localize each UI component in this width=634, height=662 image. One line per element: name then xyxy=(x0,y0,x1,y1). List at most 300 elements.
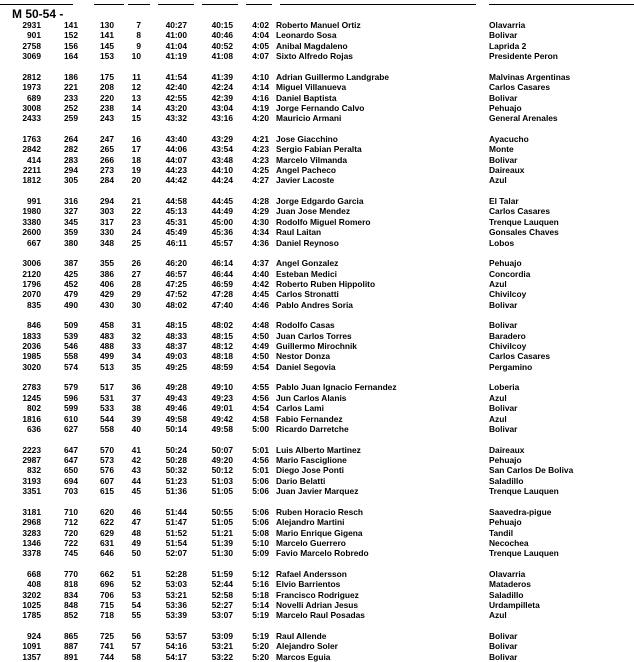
net-time: 50:07 xyxy=(211,444,233,455)
bib: 3006 xyxy=(22,258,41,269)
bib: 668 xyxy=(27,568,41,579)
category-place: 12 xyxy=(131,82,141,93)
bib: 1816 xyxy=(22,413,41,424)
runner-name: Dario Belatti xyxy=(276,475,326,486)
city: Trenque Lauquen xyxy=(489,486,559,497)
net-time: 49:10 xyxy=(211,382,233,393)
net-time: 50:12 xyxy=(211,465,233,476)
result-row xyxy=(0,393,634,403)
city: Pehuajo xyxy=(489,102,522,113)
category-place: 24 xyxy=(131,227,141,238)
gun-time: 45:31 xyxy=(165,216,187,227)
result-row xyxy=(0,486,634,496)
gun-time: 48:02 xyxy=(165,299,187,310)
gun-time: 49:58 xyxy=(165,413,187,424)
runner-name: Fabio Fernandez xyxy=(276,413,343,424)
bib: 2211 xyxy=(22,165,41,176)
category-place: 39 xyxy=(131,413,141,424)
result-row xyxy=(0,175,634,185)
gun-time: 51:47 xyxy=(165,517,187,528)
gender-place: 265 xyxy=(100,144,114,155)
pace: 4:50 xyxy=(252,330,269,341)
header-rule xyxy=(489,4,634,5)
bib: 667 xyxy=(27,237,41,248)
category-place: 17 xyxy=(131,144,141,155)
city: Mataderos xyxy=(489,579,531,590)
net-time: 44:24 xyxy=(211,175,233,186)
overall-place: 546 xyxy=(64,341,78,352)
net-time: 49:58 xyxy=(211,424,233,435)
city: Urdampilleta xyxy=(489,600,540,611)
net-time: 41:39 xyxy=(211,71,233,82)
pace: 4:46 xyxy=(252,299,269,310)
gender-place: 273 xyxy=(100,165,114,176)
overall-place: 387 xyxy=(64,258,78,269)
runner-name: Miguel Villanueva xyxy=(276,82,347,93)
gun-time: 46:20 xyxy=(165,258,187,269)
overall-place: 834 xyxy=(64,589,78,600)
gun-time: 53:21 xyxy=(165,589,187,600)
runner-name: Juan Carlos Torres xyxy=(276,330,352,341)
bib: 1346 xyxy=(22,537,41,548)
city: Azul xyxy=(489,175,507,186)
bib: 2120 xyxy=(22,268,41,279)
bib: 2783 xyxy=(22,382,41,393)
result-row xyxy=(0,72,634,82)
category-place: 9 xyxy=(136,40,141,51)
runner-name: Javier Lacoste xyxy=(276,175,335,186)
city: Bolivar xyxy=(489,403,518,414)
city: El Talar xyxy=(489,196,519,207)
city: Bolivar xyxy=(489,92,518,103)
gender-place: 145 xyxy=(100,40,114,51)
net-time: 51:05 xyxy=(211,486,233,497)
runner-name: Raul Allende xyxy=(276,631,327,642)
gun-time: 45:49 xyxy=(165,227,187,238)
net-time: 49:42 xyxy=(211,413,233,424)
gender-place: 629 xyxy=(100,527,114,538)
gun-time: 47:25 xyxy=(165,278,187,289)
pace: 4:37 xyxy=(252,258,269,269)
gun-time: 40:27 xyxy=(165,20,187,30)
runner-name: Sergio Fabian Peralta xyxy=(276,144,362,155)
bib: 3202 xyxy=(22,589,41,600)
result-row xyxy=(0,269,634,279)
pace: 4:16 xyxy=(252,92,269,103)
category-place: 26 xyxy=(131,258,141,269)
bib: 2223 xyxy=(22,444,41,455)
net-time: 46:14 xyxy=(211,258,233,269)
city: Bolivar xyxy=(489,641,518,652)
category-place: 16 xyxy=(131,133,141,144)
result-row xyxy=(0,569,634,579)
gender-place: 573 xyxy=(100,454,114,465)
net-time: 51:05 xyxy=(211,517,233,528)
result-row xyxy=(0,196,634,206)
category-place: 49 xyxy=(131,537,141,548)
gender-place: 620 xyxy=(100,506,114,517)
overall-place: 425 xyxy=(64,268,78,279)
result-row xyxy=(0,507,634,517)
pace: 4:58 xyxy=(252,413,269,424)
result-row xyxy=(0,206,634,216)
category-place: 36 xyxy=(131,382,141,393)
result-row xyxy=(0,528,634,538)
category-place: 32 xyxy=(131,330,141,341)
result-row xyxy=(0,134,634,144)
result-row xyxy=(0,144,634,154)
runner-name: Jun Carlos Alanis xyxy=(276,392,347,403)
overall-place: 579 xyxy=(64,382,78,393)
pace: 5:16 xyxy=(252,579,269,590)
bib: 689 xyxy=(27,92,41,103)
bib: 3378 xyxy=(22,548,41,559)
runner-name: Favio Marcelo Robredo xyxy=(276,548,369,559)
result-row xyxy=(0,445,634,455)
bib: 1025 xyxy=(22,600,41,611)
city: Azul xyxy=(489,610,507,621)
bib: 2070 xyxy=(22,289,41,300)
gun-time: 54:17 xyxy=(165,651,187,662)
category-place: 35 xyxy=(131,361,141,372)
pace: 5:08 xyxy=(252,527,269,538)
gender-place: 570 xyxy=(100,444,114,455)
overall-place: 574 xyxy=(64,361,78,372)
bib: 636 xyxy=(27,424,41,435)
bib: 1763 xyxy=(22,133,41,144)
net-time: 53:07 xyxy=(211,610,233,621)
pace: 4:36 xyxy=(252,237,269,248)
overall-place: 539 xyxy=(64,330,78,341)
overall-place: 490 xyxy=(64,299,78,310)
pace: 4:10 xyxy=(252,71,269,82)
gender-place: 355 xyxy=(100,258,114,269)
city: General Arenales xyxy=(489,113,558,124)
net-time: 51:03 xyxy=(211,475,233,486)
overall-place: 164 xyxy=(64,51,78,62)
category-place: 40 xyxy=(131,424,141,435)
gun-time: 43:20 xyxy=(165,102,187,113)
city: Malvinas Argentinas xyxy=(489,71,571,82)
gun-time: 52:28 xyxy=(165,568,187,579)
gender-place: 718 xyxy=(100,610,114,621)
pace: 4:54 xyxy=(252,361,269,372)
city: San Carlos De Boliva xyxy=(489,465,574,476)
bib: 832 xyxy=(27,465,41,476)
gender-place: 430 xyxy=(100,299,114,310)
net-time: 49:01 xyxy=(211,403,233,414)
overall-place: 720 xyxy=(64,527,78,538)
pace: 5:19 xyxy=(252,610,269,621)
city: Pehuajo xyxy=(489,258,522,269)
pace: 4:48 xyxy=(252,320,269,331)
gender-place: 513 xyxy=(100,361,114,372)
bib: 3008 xyxy=(22,102,41,113)
bib: 2931 xyxy=(22,20,41,30)
bib: 3020 xyxy=(22,361,41,372)
gender-place: 220 xyxy=(100,92,114,103)
runner-name: Jorge Edgardo Garcia xyxy=(276,196,364,207)
group-spacer xyxy=(0,559,634,569)
result-row xyxy=(0,641,634,651)
city: Chivilcoy xyxy=(489,341,527,352)
gun-time: 53:57 xyxy=(165,631,187,642)
bib: 901 xyxy=(27,30,41,41)
category-place: 47 xyxy=(131,517,141,528)
category-place: 14 xyxy=(131,102,141,113)
gender-place: 294 xyxy=(100,196,114,207)
city: Pergamino xyxy=(489,361,533,372)
result-row xyxy=(0,600,634,610)
overall-place: 722 xyxy=(64,537,78,548)
result-row xyxy=(0,610,634,620)
result-group xyxy=(0,258,634,310)
gender-place: 715 xyxy=(100,600,114,611)
runner-name: Roberto Manuel Ortiz xyxy=(276,20,361,30)
gender-place: 458 xyxy=(100,320,114,331)
result-row xyxy=(0,238,634,248)
overall-place: 647 xyxy=(64,444,78,455)
result-row xyxy=(0,279,634,289)
bib: 1245 xyxy=(22,392,41,403)
net-time: 48:15 xyxy=(211,330,233,341)
net-time: 51:30 xyxy=(211,548,233,559)
net-time: 44:10 xyxy=(211,165,233,176)
runner-name: Esteban Medici xyxy=(276,268,337,279)
runner-name: Diego Jose Ponti xyxy=(276,465,344,476)
gender-place: 238 xyxy=(100,102,114,113)
runner-name: Juan Jose Mendez xyxy=(276,206,351,217)
overall-place: 221 xyxy=(64,82,78,93)
runner-name: Marcelo Raul Posadas xyxy=(276,610,365,621)
gun-time: 45:13 xyxy=(165,206,187,217)
gender-place: 544 xyxy=(100,413,114,424)
runner-name: Ricardo Darretche xyxy=(276,424,349,435)
result-row xyxy=(0,227,634,237)
runner-name: Juan Javier Marquez xyxy=(276,486,359,497)
result-group xyxy=(0,20,634,62)
pace: 4:45 xyxy=(252,289,269,300)
gun-time: 50:24 xyxy=(165,444,187,455)
category-place: 22 xyxy=(131,206,141,217)
overall-place: 852 xyxy=(64,610,78,621)
category-place: 48 xyxy=(131,527,141,538)
result-row xyxy=(0,382,634,392)
category-place: 57 xyxy=(131,641,141,652)
pace: 5:06 xyxy=(252,475,269,486)
net-time: 46:44 xyxy=(211,268,233,279)
bib: 408 xyxy=(27,579,41,590)
gun-time: 52:07 xyxy=(165,548,187,559)
category-place: 7 xyxy=(136,20,141,30)
bib: 2600 xyxy=(22,227,41,238)
pace: 5:14 xyxy=(252,600,269,611)
city: Trenque Lauquen xyxy=(489,216,559,227)
bib: 2812 xyxy=(22,71,41,82)
runner-name: Elvio Barrientos xyxy=(276,579,341,590)
pace: 4:55 xyxy=(252,382,269,393)
gun-time: 51:23 xyxy=(165,475,187,486)
result-row xyxy=(0,51,634,61)
runner-name: Angel Gonzalez xyxy=(276,258,339,269)
runner-name: Daniel Baptista xyxy=(276,92,337,103)
gun-time: 44:06 xyxy=(165,144,187,155)
net-time: 43:54 xyxy=(211,144,233,155)
category-place: 18 xyxy=(131,154,141,165)
pace: 5:01 xyxy=(252,465,269,476)
bib: 1973 xyxy=(22,82,41,93)
net-time: 49:20 xyxy=(211,454,233,465)
city: Carlos Casares xyxy=(489,206,550,217)
runner-name: Daniel Segovia xyxy=(276,361,336,372)
net-time: 43:48 xyxy=(211,154,233,165)
category-place: 34 xyxy=(131,351,141,362)
category-place: 31 xyxy=(131,320,141,331)
gender-place: 706 xyxy=(100,589,114,600)
runner-name: Roberto Ruben Hippolito xyxy=(276,278,376,289)
result-row xyxy=(0,93,634,103)
pace: 4:02 xyxy=(252,20,269,30)
net-time: 53:21 xyxy=(211,641,233,652)
result-row xyxy=(0,165,634,175)
runner-name: Raul Laitan xyxy=(276,227,322,238)
runner-name: Rodolfo Miguel Romero xyxy=(276,216,371,227)
gender-place: 696 xyxy=(100,579,114,590)
city: Saavedra-pigue xyxy=(489,506,552,517)
pace: 4:14 xyxy=(252,82,269,93)
gender-place: 531 xyxy=(100,392,114,403)
gender-place: 615 xyxy=(100,486,114,497)
overall-place: 294 xyxy=(64,165,78,176)
bib: 924 xyxy=(27,631,41,642)
overall-place: 479 xyxy=(64,289,78,300)
gender-place: 208 xyxy=(100,82,114,93)
overall-place: 152 xyxy=(64,30,78,41)
group-spacer xyxy=(0,310,634,320)
group-spacer xyxy=(0,372,634,382)
gender-place: 744 xyxy=(100,651,114,662)
result-row xyxy=(0,403,634,413)
header-rule xyxy=(128,4,150,5)
gun-time: 43:40 xyxy=(165,133,187,144)
overall-place: 745 xyxy=(64,548,78,559)
runner-name: Mauricio Armani xyxy=(276,113,342,124)
runner-name: Ruben Horacio Resch xyxy=(276,506,364,517)
runner-name: Francisco Rodriguez xyxy=(276,589,359,600)
runner-name: Carlos Lami xyxy=(276,403,324,414)
city: Pehuajo xyxy=(489,517,522,528)
overall-place: 694 xyxy=(64,475,78,486)
city: Saladillo xyxy=(489,475,524,486)
category-place: 30 xyxy=(131,299,141,310)
gun-time: 41:54 xyxy=(165,71,187,82)
category-place: 15 xyxy=(131,113,141,124)
gender-place: 330 xyxy=(100,227,114,238)
net-time: 52:44 xyxy=(211,579,233,590)
gender-place: 284 xyxy=(100,175,114,186)
pace: 4:34 xyxy=(252,227,269,238)
bib: 3351 xyxy=(22,486,41,497)
overall-place: 359 xyxy=(64,227,78,238)
runner-name: Sixto Alfredo Rojas xyxy=(276,51,353,62)
overall-place: 264 xyxy=(64,133,78,144)
city: Presidente Peron xyxy=(489,51,558,62)
gender-place: 499 xyxy=(100,351,114,362)
result-group xyxy=(0,72,634,124)
pace: 4:07 xyxy=(252,51,269,62)
bib: 3193 xyxy=(22,475,41,486)
result-row xyxy=(0,590,634,600)
category-place: 33 xyxy=(131,341,141,352)
city: Gonsales Chaves xyxy=(489,227,559,238)
category-place: 38 xyxy=(131,403,141,414)
gun-time: 41:00 xyxy=(165,30,187,41)
gun-time: 41:19 xyxy=(165,51,187,62)
gender-place: 607 xyxy=(100,475,114,486)
gender-place: 646 xyxy=(100,548,114,559)
city: Daireaux xyxy=(489,444,525,455)
pace: 5:12 xyxy=(252,568,269,579)
gun-time: 53:39 xyxy=(165,610,187,621)
net-time: 49:23 xyxy=(211,392,233,403)
overall-place: 305 xyxy=(64,175,78,186)
gun-time: 50:28 xyxy=(165,454,187,465)
pace: 5:06 xyxy=(252,517,269,528)
result-group xyxy=(0,196,634,248)
group-spacer xyxy=(0,186,634,196)
city: Monte xyxy=(489,144,514,155)
category-place: 20 xyxy=(131,175,141,186)
result-row xyxy=(0,103,634,113)
overall-place: 710 xyxy=(64,506,78,517)
overall-place: 891 xyxy=(64,651,78,662)
category-place: 13 xyxy=(131,92,141,103)
gender-place: 662 xyxy=(100,568,114,579)
bib: 802 xyxy=(27,403,41,414)
gun-time: 51:44 xyxy=(165,506,187,517)
gender-place: 576 xyxy=(100,465,114,476)
bib: 1785 xyxy=(22,610,41,621)
overall-place: 327 xyxy=(64,206,78,217)
bib: 846 xyxy=(27,320,41,331)
header-rule xyxy=(246,4,272,5)
pace: 5:00 xyxy=(252,424,269,435)
result-group xyxy=(0,507,634,559)
gun-time: 53:36 xyxy=(165,600,187,611)
pace: 5:06 xyxy=(252,486,269,497)
runner-name: Alejandro Martini xyxy=(276,517,345,528)
gender-place: 141 xyxy=(100,30,114,41)
pace: 4:28 xyxy=(252,196,269,207)
category-place: 10 xyxy=(131,51,141,62)
category-place: 45 xyxy=(131,486,141,497)
runner-name: Daniel Reynoso xyxy=(276,237,339,248)
category-place: 29 xyxy=(131,289,141,300)
header-rule xyxy=(280,4,476,5)
city: Saladillo xyxy=(489,589,524,600)
result-row xyxy=(0,414,634,424)
result-group xyxy=(0,320,634,372)
gender-place: 517 xyxy=(100,382,114,393)
result-row xyxy=(0,217,634,227)
gun-time: 44:23 xyxy=(165,165,187,176)
bib: 1357 xyxy=(22,651,41,662)
net-time: 51:39 xyxy=(211,537,233,548)
group-spacer xyxy=(0,497,634,507)
pace: 4:42 xyxy=(252,278,269,289)
bib: 3181 xyxy=(22,506,41,517)
runner-name: Mario Fasciglione xyxy=(276,454,347,465)
